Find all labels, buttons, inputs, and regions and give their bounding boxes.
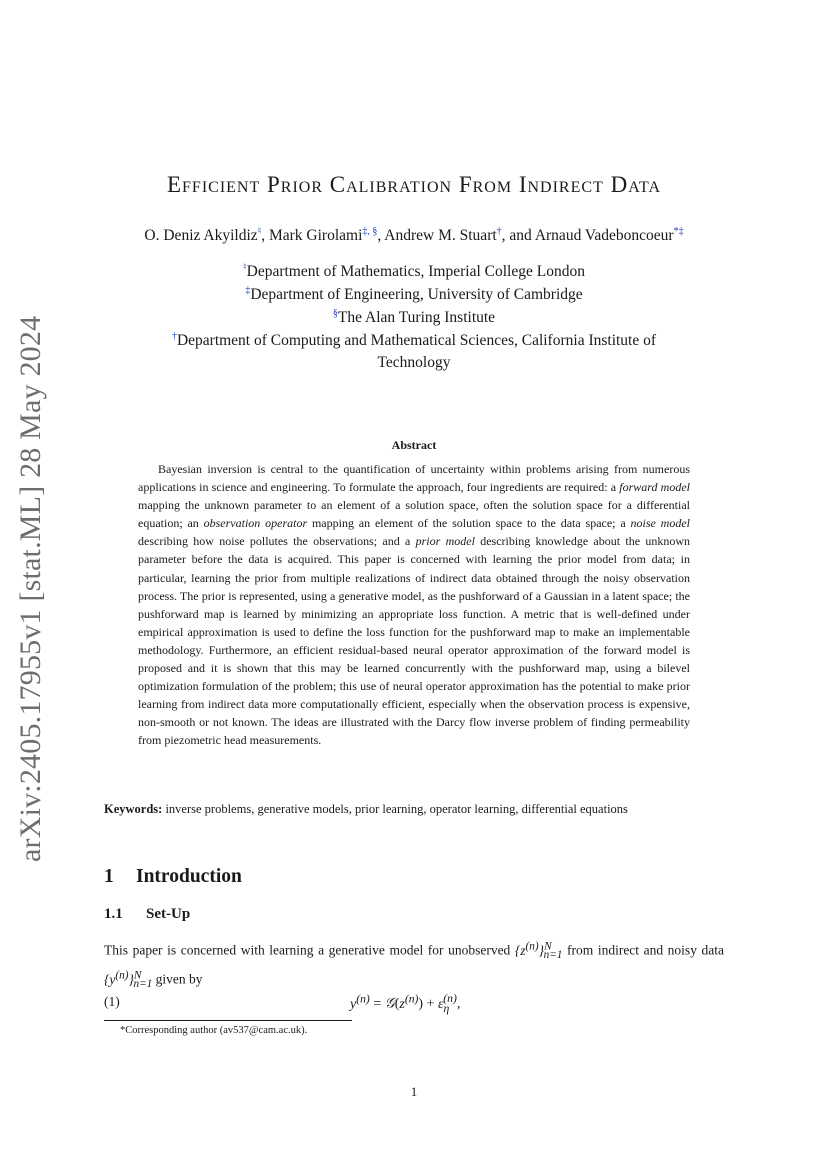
paper-title: Efficient Prior Calibration From Indirect Data <box>166 172 662 197</box>
section-title: Introduction <box>136 866 242 887</box>
abstract-segment: Bayesian inversion is central to the quantification of uncertainty within problems arising from numerous applications in science and engineering. To formulate the approach, four ingredients are required: a <box>138 462 690 495</box>
equation: $y^{(n)}$ = $𝒢(z^{(n)}) + \varepsilon_\eta^{(n)}$, <box>350 992 461 1015</box>
body-text-part-2: from indirect and noisy data <box>562 942 724 958</box>
abstract-emphasis: prior model <box>415 534 475 549</box>
author-affiliation-mark: † <box>496 226 502 237</box>
author-affiliation-mark: ‡, § <box>362 226 378 237</box>
affiliation-mark: § <box>332 308 338 319</box>
abstract-emphasis: noise model <box>630 516 690 531</box>
abstract-segment: describing knowledge about the unknown parameter before the data is acquired. This paper is concerned with learning the prior model from data; in particular, learning the prior from multiple realizations of indirect data obtained through the noisy observation process. The prior is represented, using a generative model, as the pushforward of a Gaussian in a latent space; the pushforward map is learned by minimizing an appropriate loss function. A metric that is well-defined under empirical approximation is used to define the loss function for the pushforward map to make an implementable methodology. Furthermore, an efficient residual-based neural operator approximation of the forward model is proposed and it is shown that this may be learned concurrently with the pushforward map, using a bilevel optimization formulation of the problem; this use of neural operator approximation has the potential to make prior learning from indirect data more computationally efficient, especially when the observation process is expensive, non-smooth or not known. The ideas are illustrated with the Darcy flow inverse problem of finding permeability from piezometric head measurements. <box>138 534 691 748</box>
abstract-emphasis: observation operator <box>203 516 308 531</box>
affiliation-text: Department of Engineering, University of Cambridge <box>250 286 583 304</box>
affiliation-line <box>0 354 828 372</box>
affiliation-mark: ♮ <box>243 262 247 273</box>
subsection-title: Set-Up <box>146 906 191 922</box>
abstract-emphasis: forward model <box>619 480 690 495</box>
abstract-text <box>138 460 690 750</box>
keywords-label: Keywords: <box>104 802 163 816</box>
author-name: Arnaud Vadeboncoeur <box>534 227 674 245</box>
abstract-segment: describing how noise pollutes the observations; and a <box>138 534 416 549</box>
affiliation-line <box>0 285 828 304</box>
section-number: 1 <box>104 866 114 887</box>
body-text-part-1: This paper is concerned with learning a generative model for unobserved <box>104 942 515 958</box>
math-y-set: $\{y^{(n)}\}^N_{n=1}$ <box>104 969 153 991</box>
abstract-segment: mapping the unknown parameter to an element of a solution space, often the solution space for a differential equation; an <box>138 498 690 531</box>
subsection-heading <box>104 906 190 923</box>
body-text-part-3: given by <box>152 971 203 987</box>
arxiv-identifier-stamp: arXiv:2405.17955v1 [stat.ML] 28 May 2024 <box>14 315 47 862</box>
affiliation-line <box>0 262 828 281</box>
abstract-segment: mapping an element of the solution space to the data space; a <box>307 516 631 531</box>
footnote: *Corresponding author (av537@cam.ac.uk). <box>120 1025 308 1036</box>
math-z-set: $\{z^{(n)}\}^N_{n=1}$ <box>514 940 563 962</box>
affiliation-mark: ‡ <box>245 285 251 296</box>
author-name: Mark Girolami <box>268 227 363 245</box>
author-name: O. Deniz Akyildiz <box>144 227 258 245</box>
abstract-heading: Abstract <box>391 438 437 452</box>
author-list: O. Deniz Akyildiz♮, Mark Girolami‡, §, Andrew M. Stuart†, and Arnaud Vadeboncoeur*‡ <box>144 226 684 245</box>
keywords-list: inverse problems, generative models, prior learning, operator learning, differential equations <box>162 802 628 816</box>
subsection-number: 1.1 <box>104 906 123 922</box>
author-name: Andrew M. Stuart <box>384 227 497 245</box>
affiliation-text: Department of Mathematics, Imperial College London <box>246 263 585 281</box>
page-number: 1 <box>410 1084 418 1099</box>
affiliation-line <box>0 308 828 327</box>
affiliation-text: Technology <box>377 354 451 371</box>
equation-number: (1) <box>104 994 120 1009</box>
author-affiliation-mark: ♮ <box>257 226 262 237</box>
footnote-rule <box>104 1020 352 1021</box>
affiliation-text: The Alan Turing Institute <box>337 309 496 327</box>
keywords <box>104 800 724 819</box>
body-paragraph <box>104 936 724 994</box>
section-heading <box>104 866 242 888</box>
affiliation-text: Department of Computing and Mathematical Sciences, California Institute of <box>176 332 657 350</box>
affiliation-mark: † <box>171 331 177 342</box>
affiliation-line <box>0 331 828 350</box>
author-affiliation-mark: *‡ <box>673 226 684 237</box>
